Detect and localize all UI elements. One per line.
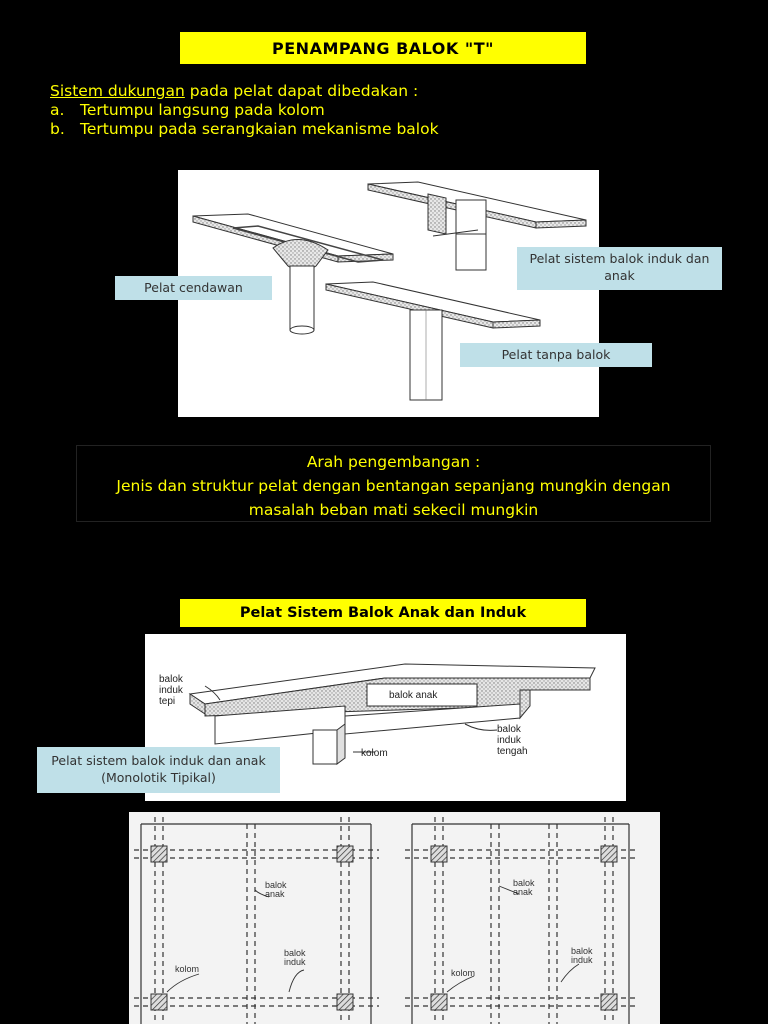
list-text: Tertumpu langsung pada kolom [80, 101, 325, 119]
callout-text: Pelat cendawan [144, 280, 243, 295]
plan-label-kolom-right: kolom [451, 968, 476, 978]
list-marker: b. [50, 120, 65, 138]
plan-label-balok-anak-left: balok anak [265, 880, 287, 899]
label-balok-anak: balok anak [389, 690, 438, 701]
intro-text [50, 82, 439, 139]
plan-column [601, 846, 617, 862]
plan-column [431, 994, 447, 1010]
development-heading: Arah pengembangan : [306, 453, 481, 471]
label-balok-induk-tepi: balok induk tepi [159, 674, 183, 707]
plan-column [337, 846, 353, 862]
plan-view-figure [129, 812, 660, 1024]
intro-heading [50, 82, 439, 101]
plan-label-balok-induk-left: balok induk [284, 948, 306, 967]
plan-column [337, 994, 353, 1010]
list-item [50, 101, 439, 120]
callout-text: Pelat sistem balok induk dan anak [529, 251, 710, 283]
list-item [50, 120, 439, 139]
section-title [180, 599, 586, 627]
intro-underlined: Sistem dukungan [50, 82, 185, 100]
callout-monolotik [37, 747, 280, 793]
plan-column [151, 846, 167, 862]
development-line: masalah beban mati sekecil mungkin [248, 501, 539, 519]
callout-balok-induk-anak [517, 247, 722, 290]
callout-text: Pelat sistem balok induk dan anak (Monolotik Tipikal) [51, 753, 266, 785]
list-text: Tertumpu pada serangkaian mekanisme balok [80, 120, 439, 138]
plan-label-balok-anak-right: balok anak [513, 878, 535, 897]
list-marker: a. [50, 101, 65, 119]
plan-view-illustration [129, 812, 660, 1024]
development-note [76, 445, 711, 522]
plan-column [431, 846, 447, 862]
plan-column [151, 994, 167, 1010]
callout-text: Pelat tanpa balok [501, 347, 611, 362]
development-line: Jenis dan struktur pelat dengan bentangan sepanjang mungkin dengan [116, 477, 671, 495]
section-title-text: Pelat Sistem Balok Anak dan Induk [239, 605, 527, 621]
callout-pelat-cendawan [115, 276, 272, 300]
page-title-text: PENAMPANG BALOK "T" [272, 38, 494, 58]
callout-tanpa-balok [460, 343, 652, 367]
plan-column [601, 994, 617, 1010]
page-title [180, 32, 586, 64]
intro-rest: pada pelat dapat dibedakan : [184, 82, 419, 100]
plan-label-kolom-left: kolom [175, 964, 200, 974]
label-balok-induk-tengah: balok induk tengah [497, 724, 528, 757]
label-kolom: kolom [361, 748, 388, 759]
plan-label-balok-induk-right: balok induk [571, 946, 593, 965]
